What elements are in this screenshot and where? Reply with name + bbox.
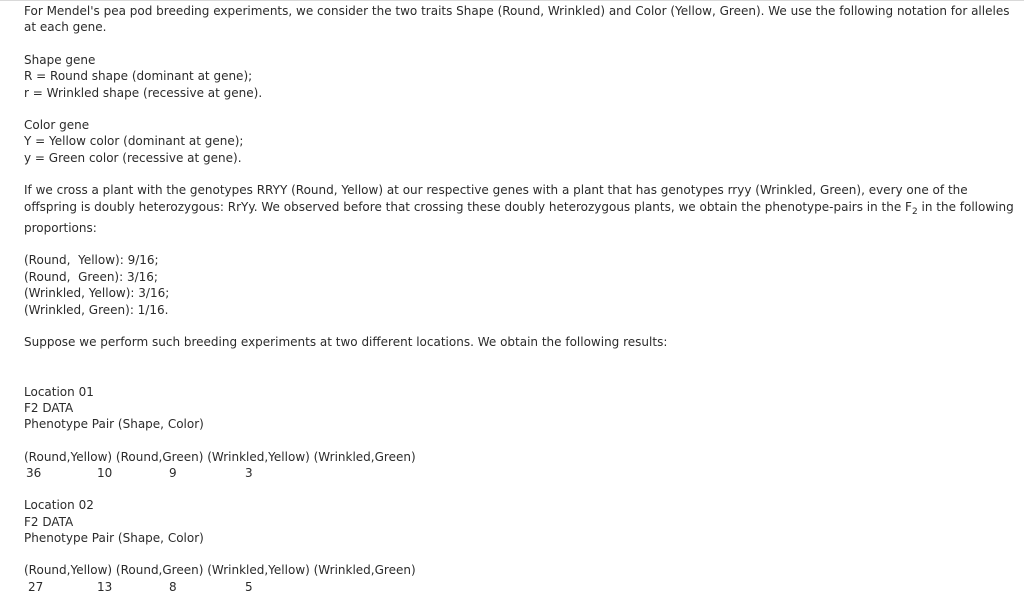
- count-wrinkled-yellow: 8: [169, 579, 177, 594]
- count-round-yellow: 27: [28, 579, 44, 594]
- shape-gene-section: [24, 52, 1020, 101]
- cross-text: If we cross a plant with the genotypes RRYY (Round, Yellow) at our respective genes with a plant that has genotypes rryy (Wrinkled, Green), every one of the offspring is doubly heterozygous: RrYy. We observed before that crossing these doubly heterozygous plants, we obtain the phenotype-pairs in the F: [24, 183, 968, 214]
- intro-paragraph: For Mendel's pea pod breeding experiments, we consider the two traits Shape (Round, Wrinkled) and Color (Yellow, Green). We use the following notation for alleles at each gene.: [24, 4, 1010, 35]
- count-round-yellow: 36: [26, 466, 42, 481]
- count-round-green: 10: [97, 466, 113, 481]
- color-gene-allele-recessive: y = Green color (recessive at gene).: [24, 150, 242, 165]
- phenotype-header-row: (Round,Yellow) (Round,Green) (Wrinkled,Yellow) (Wrinkled,Green): [24, 449, 416, 464]
- location-02-block: [24, 497, 1020, 595]
- proportion-wrinkled-green: (Wrinkled, Green): 1/16.: [24, 302, 169, 317]
- count-wrinkled-yellow: 9: [169, 466, 177, 481]
- count-wrinkled-green: 5: [245, 579, 253, 594]
- count-round-green: 13: [97, 579, 113, 594]
- dataset-label: F2 DATA: [24, 400, 74, 415]
- suppose-paragraph: Suppose we perform such breeding experiments at two different locations. We obtain the following results:: [24, 335, 668, 350]
- f2-subscript: 2: [911, 206, 918, 217]
- shape-gene-heading: Shape gene: [24, 52, 96, 67]
- location-title: Location 02: [24, 498, 94, 513]
- color-gene-allele-dominant: Y = Yellow color (dominant at gene);: [24, 134, 244, 149]
- phenotype-caption: Phenotype Pair (Shape, Color): [24, 417, 204, 432]
- location-title: Location 01: [24, 384, 94, 399]
- question-body: [24, 3, 1020, 595]
- proportion-wrinkled-yellow: (Wrinkled, Yellow): 3/16;: [24, 286, 170, 301]
- color-gene-heading: Color gene: [24, 118, 90, 133]
- phenotype-caption: Phenotype Pair (Shape, Color): [24, 530, 204, 545]
- dataset-label: F2 DATA: [24, 514, 74, 529]
- cross-paragraph: [24, 182, 1020, 236]
- color-gene-section: [24, 117, 1020, 166]
- proportion-round-green: (Round, Green): 3/16;: [24, 269, 158, 284]
- count-wrinkled-green: 3: [245, 466, 253, 481]
- phenotype-header-row: (Round,Yellow) (Round,Green) (Wrinkled,Yellow) (Wrinkled,Green): [24, 563, 416, 578]
- top-divider: [0, 0, 1024, 1]
- shape-gene-allele-dominant: R = Round shape (dominant at gene);: [24, 69, 253, 84]
- shape-gene-allele-recessive: r = Wrinkled shape (recessive at gene).: [24, 85, 263, 100]
- counts-row: [24, 579, 1020, 595]
- counts-row: [24, 465, 1020, 481]
- proportion-round-yellow: (Round, Yellow): 9/16;: [24, 253, 159, 268]
- proportions-list: [24, 252, 1020, 318]
- location-01-block: [24, 384, 1020, 482]
- cross-text-end: in the following proportions:: [24, 199, 1014, 236]
